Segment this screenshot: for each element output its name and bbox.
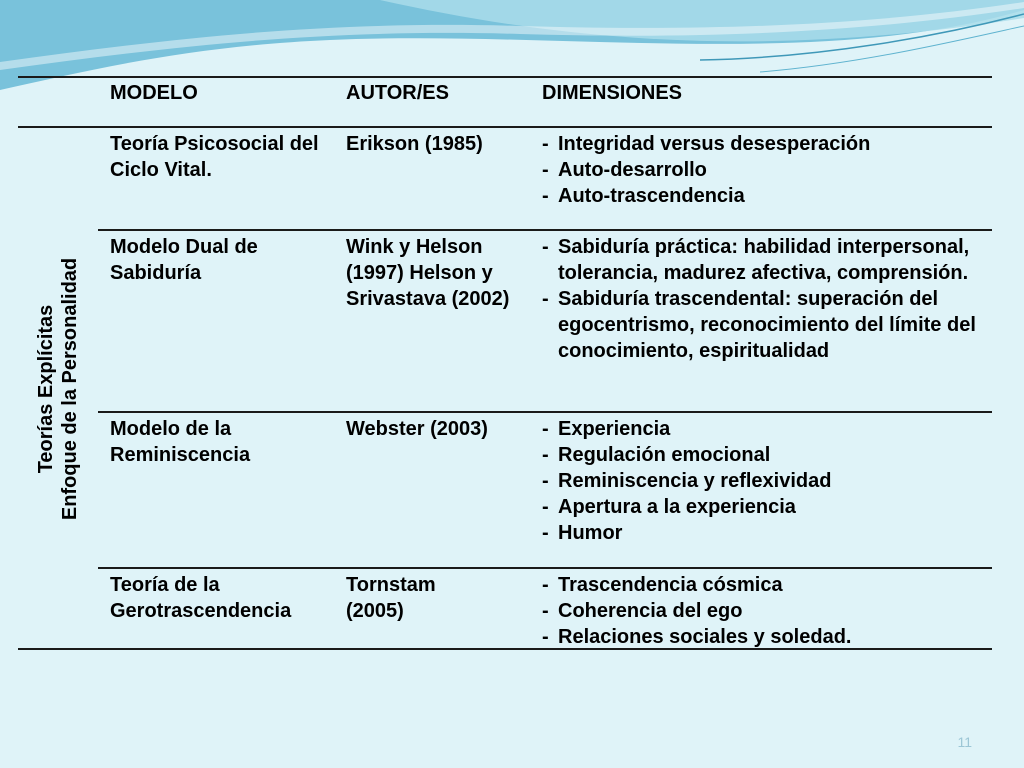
column-header-autores: AUTOR/ES <box>346 82 449 104</box>
table-row-autores: Tornstam (2005) <box>346 574 436 622</box>
dimension-item: - Auto-desarrollo <box>542 157 990 183</box>
dimension-item: - Reminiscencia y reflexividad <box>542 468 990 494</box>
dimension-item: - Integridad versus desesperación <box>542 131 990 157</box>
table-row-modelo: Modelo Dual de Sabiduría <box>110 236 258 284</box>
dimension-item: - Regulación emocional <box>542 442 990 468</box>
table-row-autores: Webster (2003) <box>346 418 488 440</box>
dimension-item: - Sabiduría práctica: habilidad interpersonal, tolerancia, madurez afectiva, comprensión. <box>542 234 990 286</box>
dimension-item: - Sabiduría trascendental: superación del egocentrismo, reconocimiento del límite del conocimiento, espiritualidad <box>542 286 990 364</box>
row-divider <box>98 567 992 569</box>
dimension-item: - Relaciones sociales y soledad. <box>542 624 990 650</box>
dimension-item: - Coherencia del ego <box>542 598 990 624</box>
dimension-item: - Auto-trascendencia <box>542 183 990 209</box>
dimension-item: - Trascendencia cósmica <box>542 572 990 598</box>
table-top-rule <box>18 76 992 78</box>
header-bottom-rule <box>18 126 992 128</box>
dimension-item: - Experiencia <box>542 416 990 442</box>
dimension-item: - Apertura a la experiencia <box>542 494 990 520</box>
dimension-item: - Humor <box>542 520 990 546</box>
table-row-modelo: Teoría Psicosocial del Ciclo Vital. <box>110 133 319 181</box>
table-row-dimensiones <box>542 131 990 209</box>
table-row-dimensiones <box>542 416 990 546</box>
row-group-label-line-2: Enfoque de la Personalidad <box>59 257 81 521</box>
row-divider <box>98 411 992 413</box>
slide-number: 11 <box>957 734 972 750</box>
table-row-modelo: Modelo de la Reminiscencia <box>110 418 251 466</box>
table-row-modelo: Teoría de la Gerotrascendencia <box>110 574 292 622</box>
row-group-label <box>18 128 98 650</box>
table-row-autores: Wink y Helson (1997) Helson y Srivastava (2002) <box>346 236 510 310</box>
table-row-dimensiones <box>542 572 990 650</box>
column-header-modelo: MODELO <box>110 82 198 104</box>
column-header-dimensiones: DIMENSIONES <box>542 82 683 104</box>
table-row-autores: Erikson (1985) <box>346 133 483 155</box>
table-row-dimensiones <box>542 234 990 364</box>
row-divider <box>98 229 992 231</box>
row-group-label-line-1: Teorías Explícitas <box>35 304 57 474</box>
